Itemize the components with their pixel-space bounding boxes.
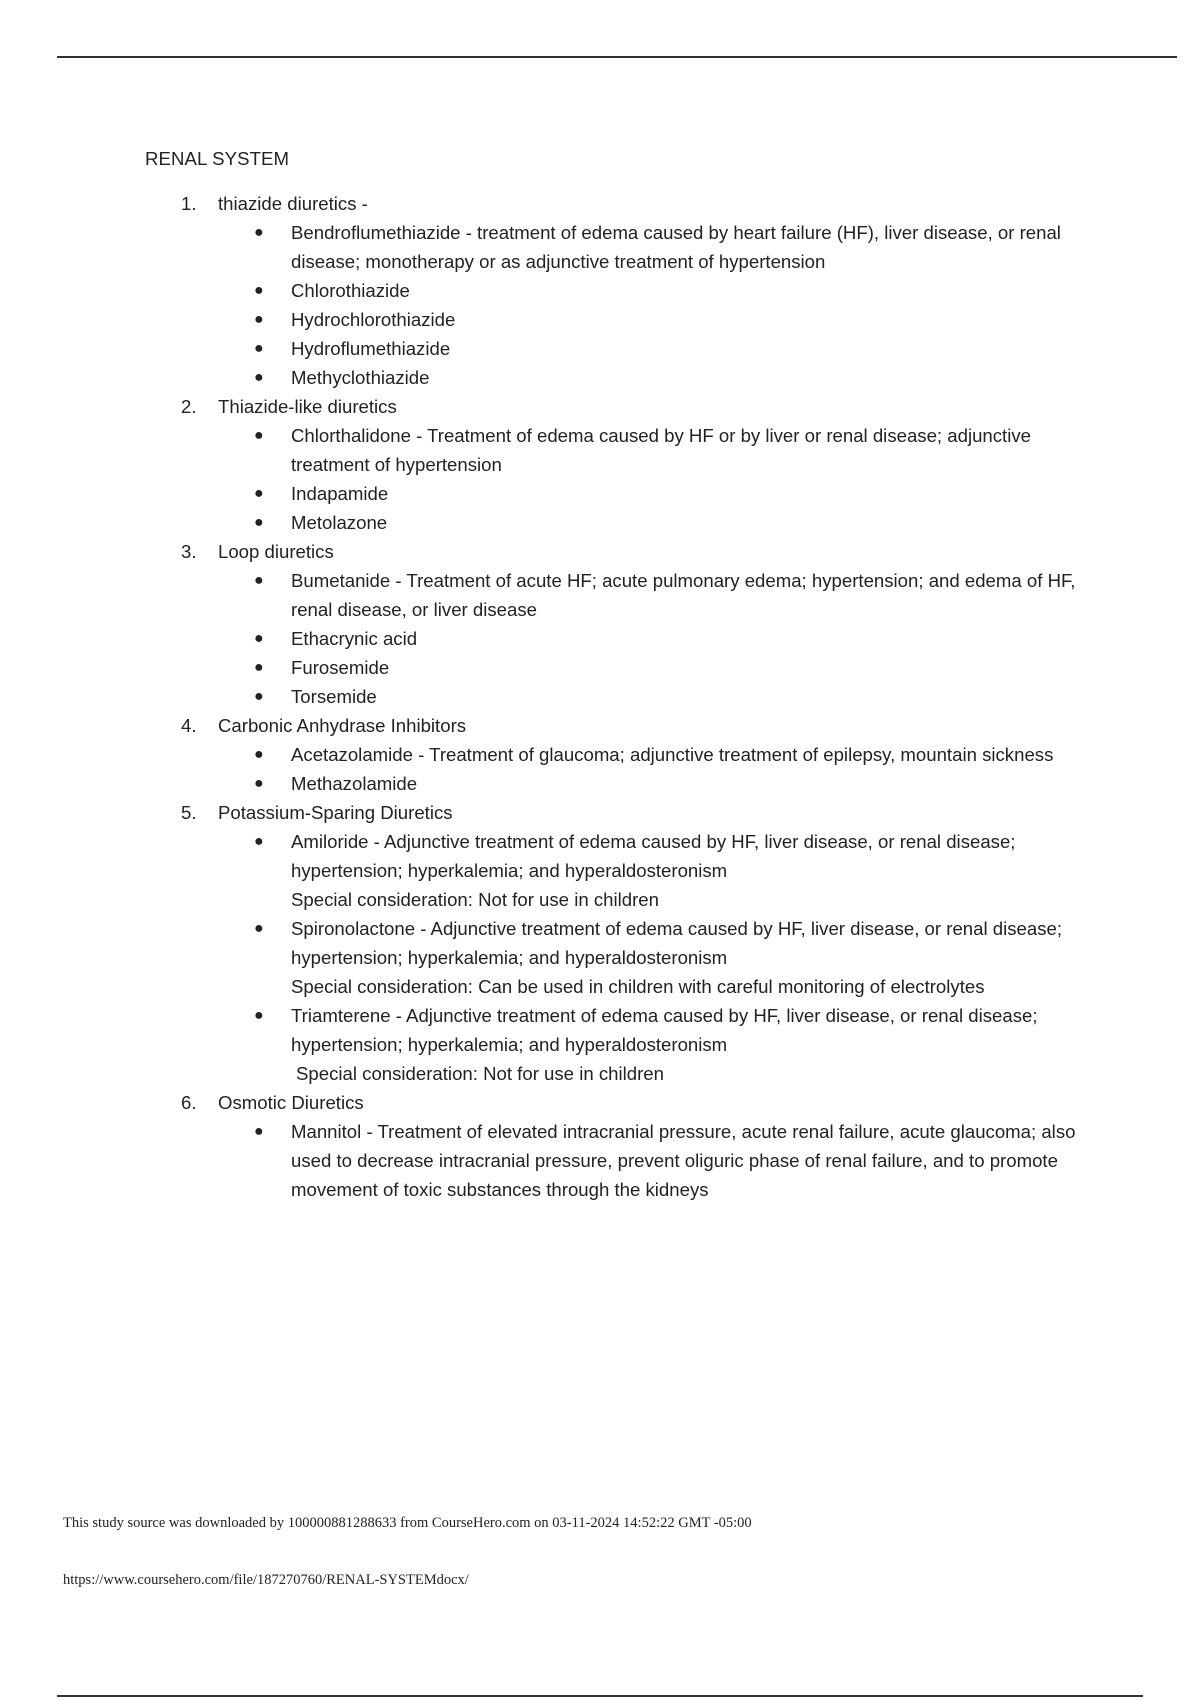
bullet-icon: ● bbox=[254, 746, 264, 763]
drug-text: Triamterene - Adjunctive treatment of edema caused by HF, liver disease, or renal disease; hypertension; hyperkalemia; and hyperaldosteronism bbox=[291, 1005, 1038, 1055]
bullet-icon: ● bbox=[254, 311, 264, 328]
drug-text: Indapamide bbox=[291, 483, 389, 504]
drug-item bbox=[218, 276, 1095, 305]
drug-text: Chlorthalidone - Treatment of edema caused by HF or by liver or renal disease; adjunctive treatment of hypertension bbox=[291, 425, 1031, 475]
bullet-icon: ● bbox=[254, 688, 264, 705]
drug-text: Acetazolamide - Treatment of glaucoma; adjunctive treatment of epilepsy, mountain sickness bbox=[291, 744, 1054, 765]
drug-item bbox=[218, 1117, 1095, 1204]
drug-list bbox=[218, 827, 1095, 1088]
drug-item bbox=[218, 218, 1095, 276]
drug-text: Methazolamide bbox=[291, 773, 418, 794]
drug-item bbox=[218, 653, 1095, 682]
drug-list bbox=[218, 1117, 1095, 1204]
section-number: 3. bbox=[181, 541, 197, 562]
special-consideration-note: Special consideration: Not for use in children bbox=[291, 889, 659, 910]
drug-text: Metolazone bbox=[291, 512, 388, 533]
bullet-icon: ● bbox=[254, 833, 264, 850]
drug-class-item bbox=[145, 798, 1095, 1088]
drug-item bbox=[218, 508, 1095, 537]
bullet-icon: ● bbox=[254, 920, 264, 937]
drug-class-list bbox=[145, 189, 1095, 1204]
drug-class-heading: Carbonic Anhydrase Inhibitors bbox=[218, 715, 467, 736]
bottom-rule bbox=[57, 1695, 1143, 1697]
drug-text: Chlorothiazide bbox=[291, 280, 410, 301]
drug-text: Mannitol - Treatment of elevated intracranial pressure, acute renal failure, acute glaucoma; also used to decrease intracranial pressure, prevent oliguric phase of renal failure, and to promote movement of toxic substances through the kidneys bbox=[291, 1121, 1076, 1200]
source-url: https://www.coursehero.com/file/187270760/RENAL-SYSTEMdocx/ bbox=[63, 1572, 469, 1588]
bullet-icon: ● bbox=[254, 514, 264, 531]
section-number: 6. bbox=[181, 1092, 197, 1113]
download-notice: This study source was downloaded by 100000881288633 from CourseHero.com on 03-11-2024 14:52:22 GMT -05:00 bbox=[63, 1515, 752, 1531]
special-consideration-note: Special consideration: Not for use in children bbox=[296, 1063, 664, 1084]
drug-class-item bbox=[145, 1088, 1095, 1204]
drug-item bbox=[218, 740, 1095, 769]
drug-class-heading: Loop diuretics bbox=[218, 541, 334, 562]
drug-class-item bbox=[145, 537, 1095, 711]
drug-text: Hydrochlorothiazide bbox=[291, 309, 456, 330]
bullet-icon: ● bbox=[254, 427, 264, 444]
drug-list bbox=[218, 566, 1095, 711]
bullet-icon: ● bbox=[254, 369, 264, 386]
section-number: 5. bbox=[181, 802, 197, 823]
drug-text: Methyclothiazide bbox=[291, 367, 430, 388]
drug-item bbox=[218, 827, 1095, 914]
drug-class-heading: Thiazide-like diuretics bbox=[218, 396, 397, 417]
special-consideration-note: Special consideration: Can be used in children with careful monitoring of electrolytes bbox=[291, 976, 985, 997]
drug-item bbox=[218, 421, 1095, 479]
section-number: 2. bbox=[181, 396, 197, 417]
drug-text: Ethacrynic acid bbox=[291, 628, 418, 649]
bullet-icon: ● bbox=[254, 224, 264, 241]
drug-list bbox=[218, 421, 1095, 537]
bullet-icon: ● bbox=[254, 282, 264, 299]
drug-class-item bbox=[145, 189, 1095, 392]
drug-text: Hydroflumethiazide bbox=[291, 338, 451, 359]
drug-text: Furosemide bbox=[291, 657, 390, 678]
drug-item bbox=[218, 769, 1095, 798]
drug-list bbox=[218, 740, 1095, 798]
drug-class-heading: thiazide diuretics - bbox=[218, 193, 368, 214]
drug-item bbox=[218, 682, 1095, 711]
drug-class-heading: Osmotic Diuretics bbox=[218, 1092, 364, 1113]
drug-text: Bendroflumethiazide - treatment of edema caused by heart failure (HF), liver disease, or renal disease; monotherapy or as adjunctive treatment of hypertension bbox=[291, 222, 1061, 272]
drug-list bbox=[218, 218, 1095, 392]
drug-text: Torsemide bbox=[291, 686, 377, 707]
bullet-icon: ● bbox=[254, 630, 264, 647]
drug-text: Spironolactone - Adjunctive treatment of edema caused by HF, liver disease, or renal disease; hypertension; hyperkalemia; and hyperaldosteronism bbox=[291, 918, 1063, 968]
drug-text: Amiloride - Adjunctive treatment of edema caused by HF, liver disease, or renal disease; hypertension; hyperkalemia; and hyperaldosteronism bbox=[291, 831, 1016, 881]
drug-item bbox=[218, 363, 1095, 392]
drug-class-heading: Potassium-Sparing Diuretics bbox=[218, 802, 453, 823]
drug-item bbox=[218, 914, 1095, 1001]
drug-item bbox=[218, 566, 1095, 624]
section-number: 4. bbox=[181, 715, 197, 736]
drug-text: Bumetanide - Treatment of acute HF; acute pulmonary edema; hypertension; and edema of HF, renal disease, or liver disease bbox=[291, 570, 1076, 620]
bullet-icon: ● bbox=[254, 485, 264, 502]
bullet-icon: ● bbox=[254, 340, 264, 357]
bullet-icon: ● bbox=[254, 1007, 264, 1024]
drug-item bbox=[218, 334, 1095, 363]
drug-item bbox=[218, 624, 1095, 653]
drug-class-item bbox=[145, 392, 1095, 537]
bullet-icon: ● bbox=[254, 659, 264, 676]
drug-item bbox=[218, 305, 1095, 334]
drug-class-item bbox=[145, 711, 1095, 798]
drug-item bbox=[218, 1001, 1095, 1088]
bullet-icon: ● bbox=[254, 572, 264, 589]
top-rule bbox=[57, 56, 1177, 58]
drug-item bbox=[218, 479, 1095, 508]
bullet-icon: ● bbox=[254, 775, 264, 792]
document-title: RENAL SYSTEM bbox=[145, 148, 290, 169]
document-body bbox=[145, 144, 1095, 1204]
section-number: 1. bbox=[181, 193, 197, 214]
bullet-icon: ● bbox=[254, 1123, 264, 1140]
